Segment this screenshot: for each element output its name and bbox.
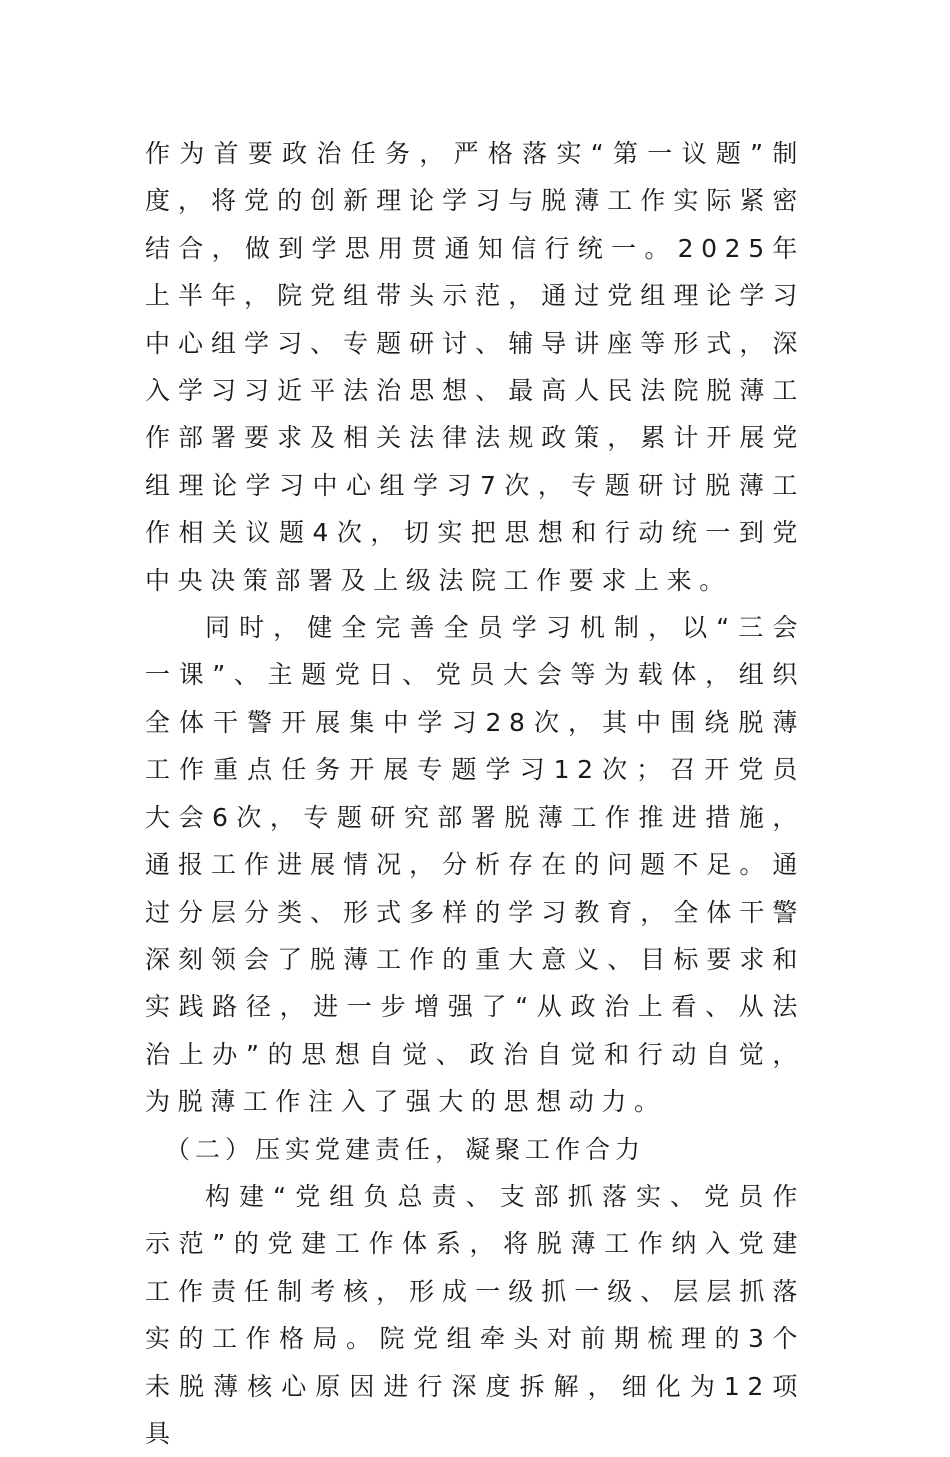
body-paragraph-3: 构建“党组负总责、支部抓落实、党员作示范”的党建工作体系，将脱薄工作纳入党建工作责任制考核，形成一级抓一级、层层抓落实的工作格局。院党组牵头对前期梳理的3个未脱薄核心原因进行深度拆解，细化为12项具 [145, 1181, 805, 1448]
body-paragraph-1: 作为首要政治任务，严格落实“第一议题”制度，将党的创新理论学习与脱薄工作实际紧密结合，做到学思用贯通知信行统一。2025年上半年，院党组带头示范，通过党组理论学习中心组学习、专题研讨、辅导讲座等形式，深入学习习近平法治思想、最高人民法院脱薄工作部署要求及相关法律法规政策，累计开展党组理论学习中心组学习7次，专题研讨脱薄工作相关议题4次，切实把思想和行动统一到党中央决策部署及上级法院工作要求上来。 [145, 139, 805, 595]
body-paragraph-2: 同时，健全完善全员学习机制，以“三会一课”、主题党日、党员大会等为载体，组织全体干警开展集中学习28次，其中围绕脱薄工作重点任务开展专题学习12次；召开党员大会6次，专题研究部署脱薄工作推进措施，通报工作进展情况，分析存在的问题不足。通过分层分类、形式多样的学习教育，全体干警深刻领会了脱薄工作的重大意义、目标要求和实践路径，进一步增强了“从政治上看、从法治上办”的思想自觉、政治自觉和行动自觉，为脱薄工作注入了强大的思想动力。 [145, 613, 805, 1117]
section-heading: （二）压实党建责任，凝聚工作合力 [165, 1134, 646, 1164]
document-page [145, 130, 805, 1457]
